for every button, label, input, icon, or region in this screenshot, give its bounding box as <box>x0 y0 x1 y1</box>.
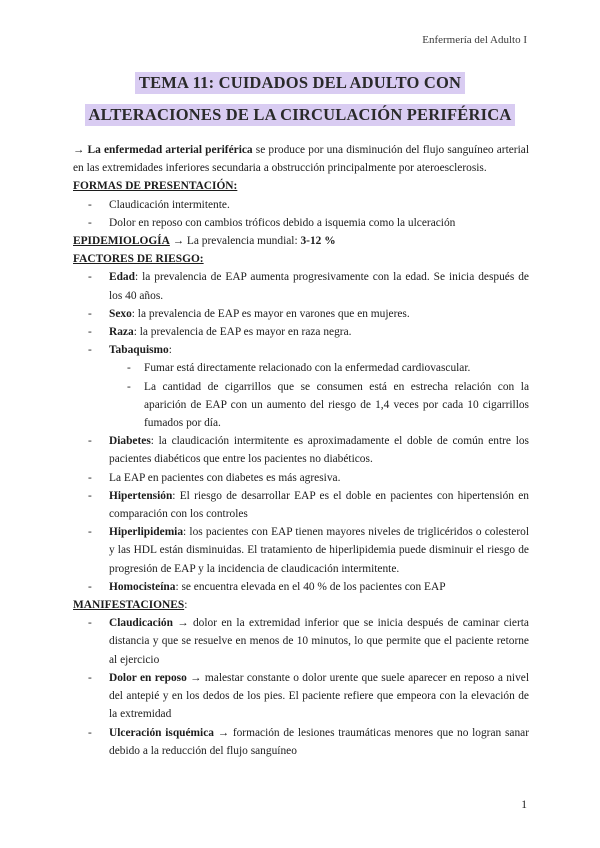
term-hiperlipidemia: Hiperlipidemia <box>109 526 184 539</box>
text-diabetes: : la claudicación intermitente es aproximadamente el doble de común entre los pacientes diabéticos que entre los pacientes no diabéticos. <box>109 435 529 466</box>
formas-list <box>73 196 529 232</box>
list-item-hipertension <box>73 487 529 523</box>
text-sexo: : la prevalencia de EAP es mayor en varones que en mujeres. <box>131 307 410 320</box>
text-tabaquismo: : <box>168 344 172 357</box>
prevalence-value: 3-12 % <box>300 235 336 248</box>
list-item-claudicacion <box>73 614 529 669</box>
text-edad: : la prevalencia de EAP aumenta progresivamente con la edad. Se inicia después de los 40 años. <box>109 271 529 302</box>
term-raza: Raza <box>109 326 134 339</box>
list-item-sexo <box>73 305 529 323</box>
term-diabetes: Diabetes <box>109 435 151 448</box>
term-hipertension: Hipertensión <box>109 489 173 502</box>
intro-term: La enfermedad arterial periférica <box>87 144 253 156</box>
list-item-eap-diabetes: - La EAP en pacientes con diabetes es más agresiva. <box>73 469 529 487</box>
section-heading-manifestaciones: MANIFESTACIONES <box>73 599 185 612</box>
heading-colon: : <box>184 599 188 612</box>
list-item-ulceracion <box>73 724 529 760</box>
list-item: - Dolor en reposo con cambios tróficos debido a isquemia como la ulceración <box>73 214 529 232</box>
manifestaciones-list <box>73 614 529 760</box>
intro-text: se produce por una disminución del flujo sanguíneo arterial en las extremidades inferiores secundaria a obstrucción principalmente por ateroesclerosis. <box>73 144 529 175</box>
text-claudicacion: → dolor en la extremidad inferior que se inicia después de caminar cierta distancia y que se resuelve en menos de 10 minutos, lo que permite que el paciente retorne al ejercicio <box>109 617 529 666</box>
section-heading-epidemiologia: EPIDEMIOLOGÍA <box>73 235 170 248</box>
page-number: 1 <box>521 799 527 811</box>
sublist-item: - Fumar está directamente relacionado con la enfermedad cardiovascular. <box>73 359 529 377</box>
text-hiperlipidemia: : los pacientes con EAP tienen mayores niveles de triglicéridos o colesterol y las HDL están disminuidas. El tratamiento de hiperlipidemia puede disminuir el riesgo de progresión de EAP y la incidencia de claudicación intermitente. <box>109 526 529 575</box>
term-edad: Edad <box>109 271 135 284</box>
text-hipertension: : El riesgo de desarrollar EAP es el doble en pacientes con hipertensión en comparación con los controles <box>109 489 529 521</box>
list-item-homocisteina <box>73 578 529 596</box>
section-heading-formas: FORMAS DE PRESENTACIÓN: <box>73 180 238 193</box>
page-title <box>0 72 600 126</box>
arrow-glyph: → <box>73 144 85 156</box>
title-line-2: ALTERACIONES DE LA CIRCULACIÓN PERIFÉRICA <box>85 104 516 126</box>
document-body <box>73 141 529 760</box>
intro-paragraph <box>73 141 529 177</box>
section-heading-factores: FACTORES DE RIESGO: <box>73 253 204 266</box>
text-ulceracion: → formación de lesiones traumáticas menores que no logran sanar debido a la reducción del flujo sanguíneo <box>109 726 529 757</box>
term-sexo: Sexo <box>109 307 132 320</box>
list-item: - Claudicación intermitente. <box>73 196 529 214</box>
text-homocisteina: : se encuentra elevada en el 40 % de los pacientes con EAP <box>175 580 446 593</box>
running-header: Enfermería del Adulto I <box>422 34 527 46</box>
list-item-dolor <box>73 669 529 724</box>
list-item-edad <box>73 268 529 304</box>
epidemiologia-text: → La prevalencia mundial: <box>169 235 301 248</box>
epidemiologia-line <box>73 232 529 250</box>
sublist-item: - La cantidad de cigarrillos que se consumen está en estrecha relación con la aparición de EAP con un aumento del riesgo de 1,4 veces por cada 10 cigarrillos fumados por día. <box>73 378 529 433</box>
term-tabaquismo: Tabaquismo <box>109 344 169 357</box>
term-homocisteina: Homocisteína <box>109 580 176 593</box>
term-claudicacion: Claudicación <box>109 617 173 630</box>
text-raza: : la prevalencia de EAP es mayor en raza negra. <box>133 326 352 339</box>
manifestaciones-heading-line <box>73 596 529 614</box>
list-item-diabetes <box>73 432 529 468</box>
term-ulceracion: Ulceración isquémica <box>109 726 214 739</box>
factores-list <box>73 268 529 596</box>
list-item-raza <box>73 323 529 341</box>
list-item-tabaquismo <box>73 341 529 432</box>
term-dolor: Dolor en reposo <box>109 671 187 684</box>
title-line-1: TEMA 11: CUIDADOS DEL ADULTO CON <box>135 72 465 94</box>
tabaquismo-sublist <box>73 359 529 432</box>
text-dolor: → malestar constante o dolor urente que suele aparecer en reposo a nivel del antepié y en los dedos de los pies. El paciente refiere que empeora con la elevación de la extremidad <box>109 671 530 721</box>
list-item-hiperlipidemia <box>73 523 529 578</box>
